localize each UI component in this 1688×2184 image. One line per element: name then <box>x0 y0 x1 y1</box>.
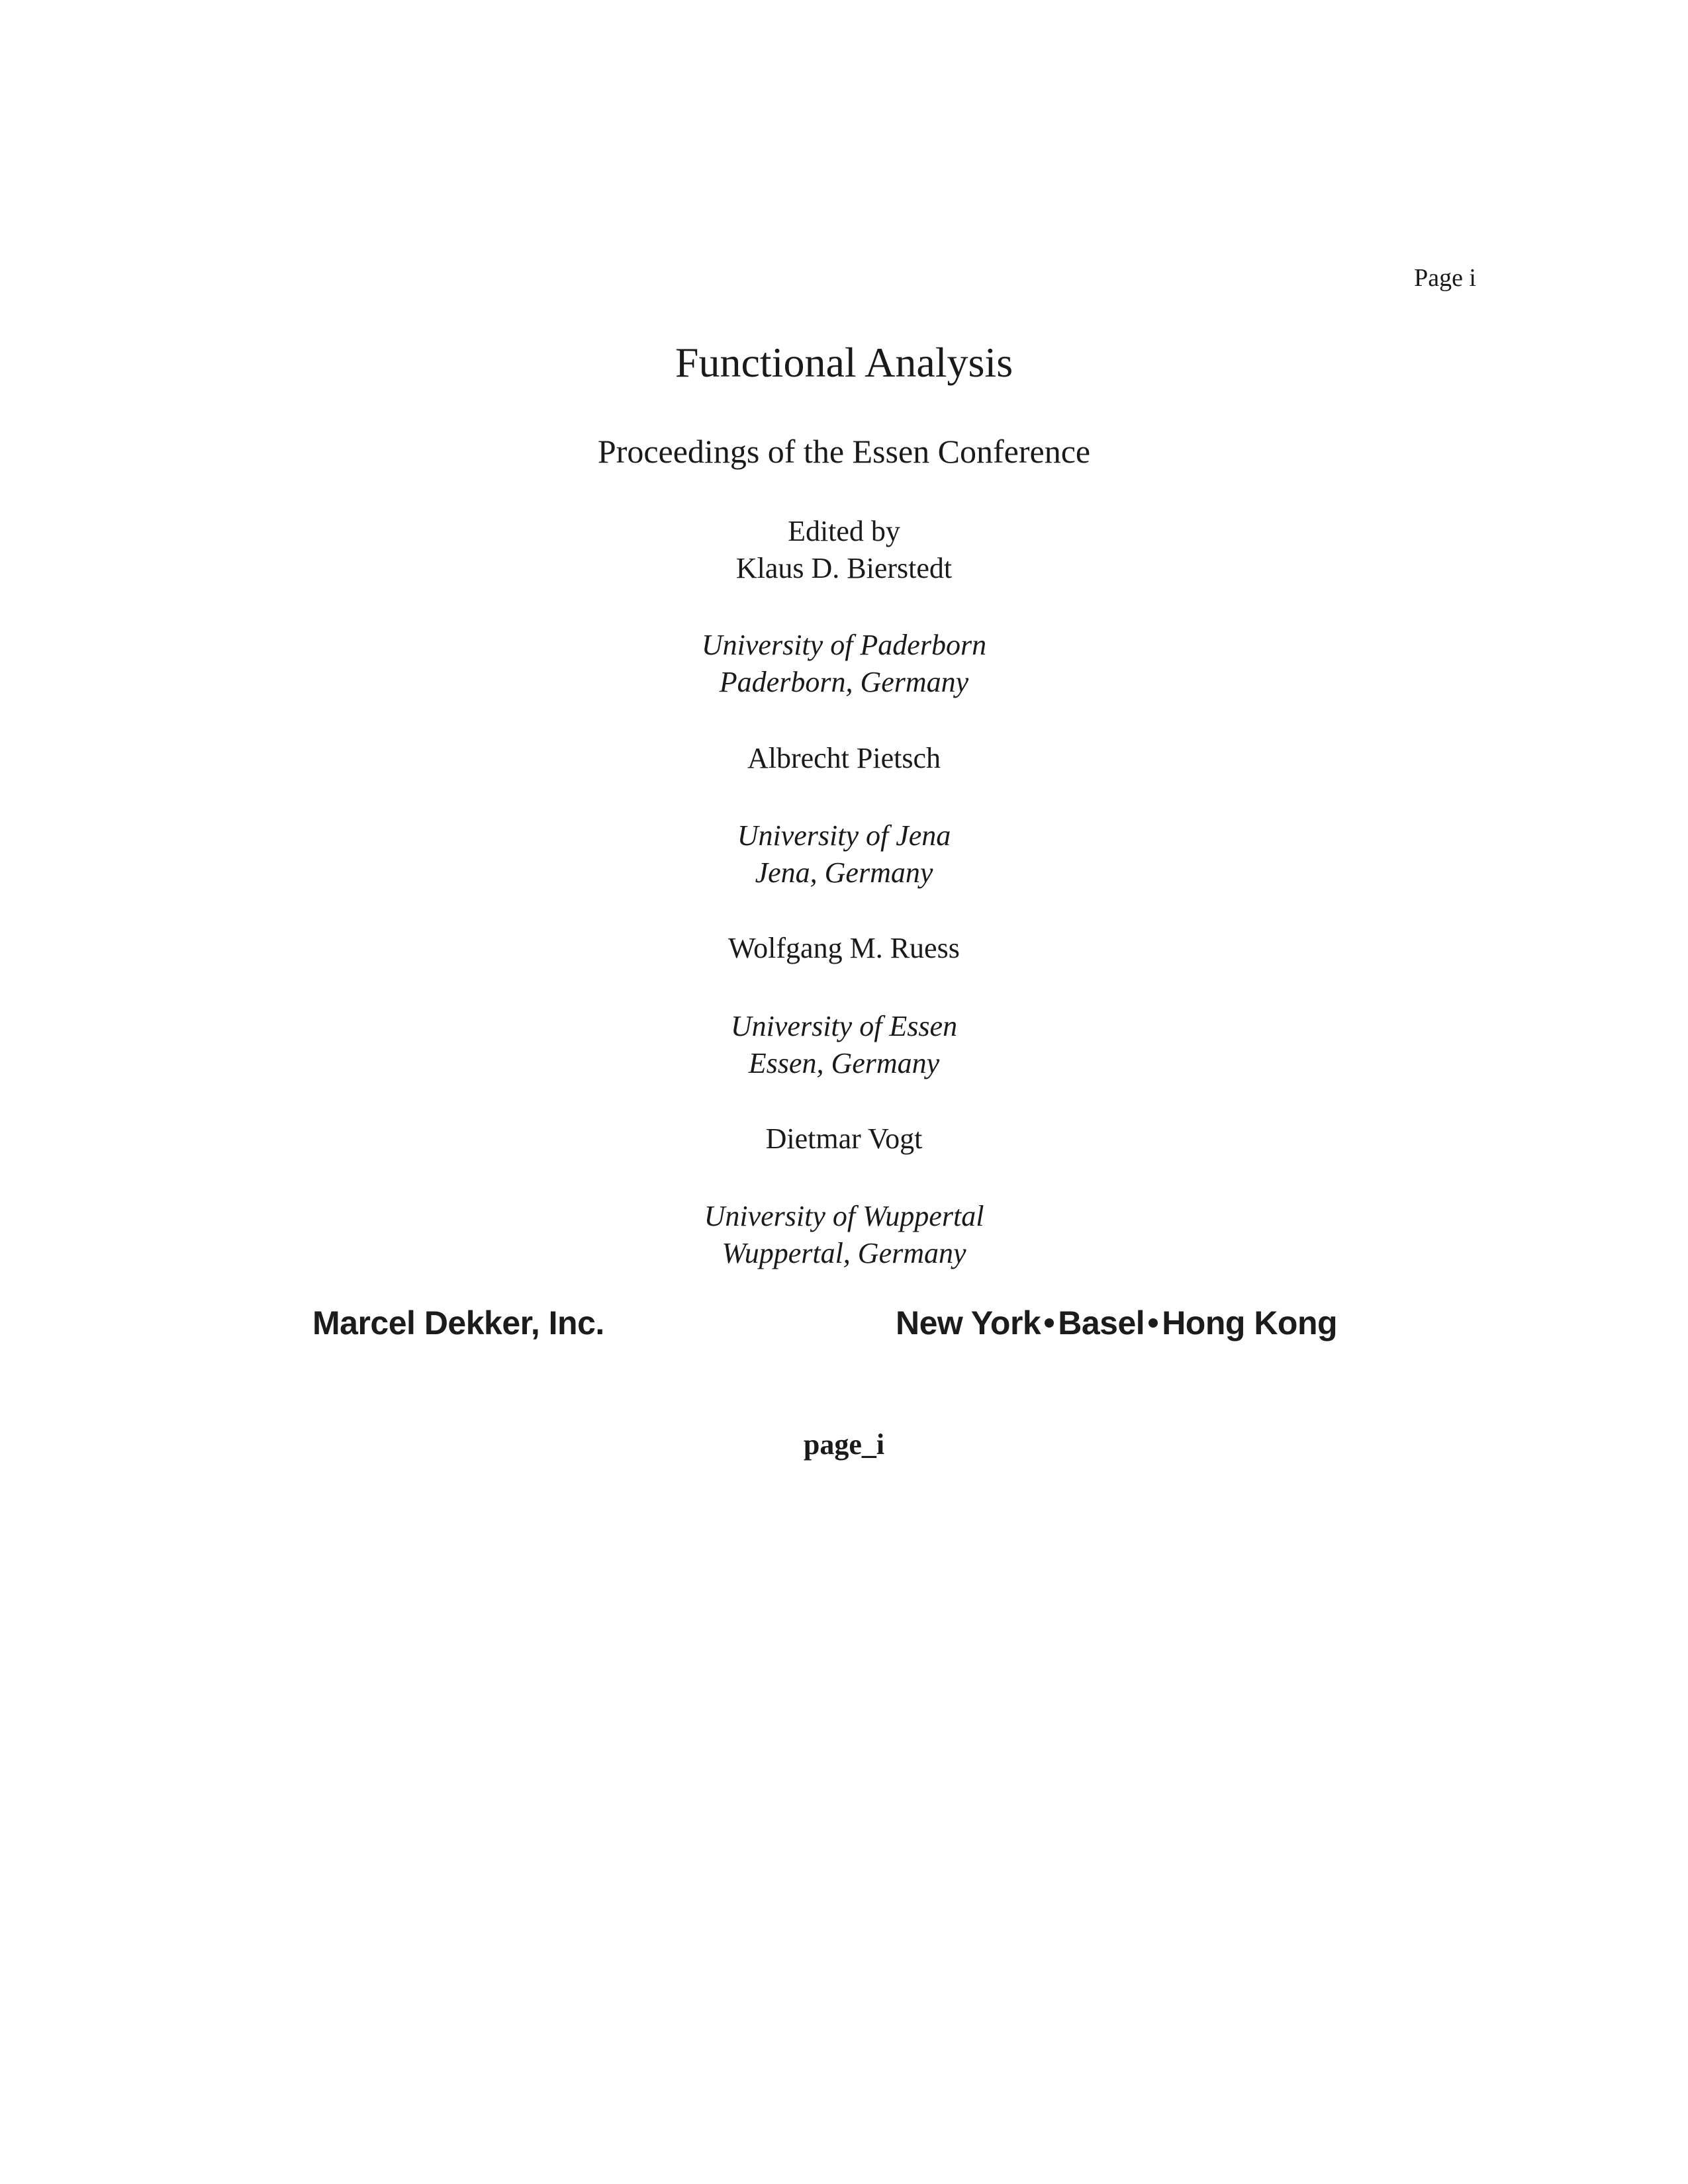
city-basel: Basel <box>1058 1304 1145 1342</box>
editor-block-2 <box>0 740 1688 777</box>
edited-by-label: Edited by <box>788 515 900 547</box>
editor-name: Klaus D. Bierstedt <box>735 552 953 584</box>
affiliation-university: University of Jena <box>737 819 951 852</box>
affiliation-university: University of Paderborn <box>701 629 987 661</box>
bullet-separator-icon <box>1045 1318 1054 1328</box>
page-number-label: Page i <box>1414 264 1476 292</box>
city-hong-kong: Hong Kong <box>1162 1304 1338 1342</box>
publisher-name: Marcel Dekker, Inc. <box>312 1304 604 1342</box>
editor-block-1 <box>0 513 1688 587</box>
affiliation-location: Paderborn, Germany <box>719 666 969 698</box>
editor-affiliation-1 <box>0 627 1688 701</box>
city-new-york: New York <box>896 1304 1041 1342</box>
editor-block-4 <box>0 1120 1688 1158</box>
publisher-cities <box>896 1304 1337 1342</box>
page-id-footer: page_i <box>803 1428 885 1461</box>
editor-affiliation-4 <box>0 1198 1688 1272</box>
affiliation-university: University of Wuppertal <box>704 1200 984 1232</box>
editor-affiliation-2 <box>0 817 1688 891</box>
editor-name: Albrecht Pietsch <box>747 742 941 774</box>
affiliation-location: Essen, Germany <box>748 1047 940 1079</box>
publisher-imprint <box>0 1304 1688 1357</box>
affiliation-university: University of Essen <box>730 1010 958 1042</box>
editor-name: Dietmar Vogt <box>765 1122 923 1155</box>
affiliation-location: Jena, Germany <box>755 856 933 889</box>
editor-affiliation-3 <box>0 1008 1688 1082</box>
editor-block-3 <box>0 930 1688 967</box>
affiliation-location: Wuppertal, Germany <box>722 1237 966 1269</box>
book-subtitle: Proceedings of the Essen Conference <box>597 433 1091 470</box>
bullet-separator-icon <box>1149 1318 1158 1328</box>
book-title: Functional Analysis <box>675 339 1013 386</box>
editor-name: Wolfgang M. Ruess <box>728 932 960 964</box>
